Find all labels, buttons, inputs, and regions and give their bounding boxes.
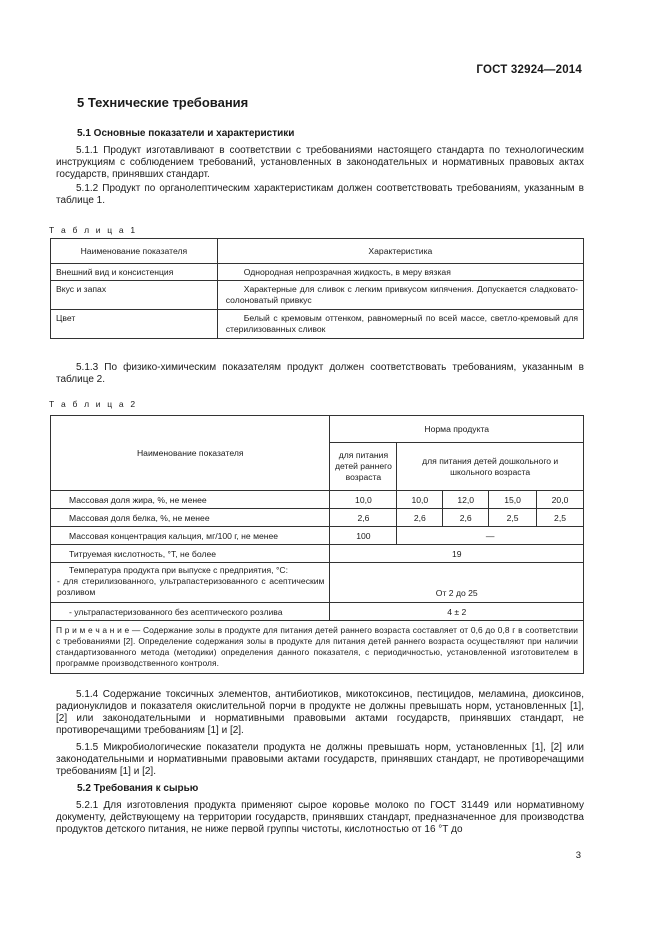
table-1-header-char: Характеристика bbox=[217, 239, 583, 264]
paragraph-5-1-5: 5.1.5 Микробиологические показатели продукта не должны превышать норм, установленных [1], [2] или законодательными и нормативными правовыми актами государств, принявших стандарт, не противоречащими требованиям [1] и [2]. bbox=[56, 742, 584, 777]
table-cell: 20,0 bbox=[537, 491, 584, 509]
table-row-temperature-2: - ультрапастеризованного без асептического розлива bbox=[51, 603, 330, 621]
table-cell: От 2 до 25 bbox=[330, 563, 584, 603]
document-id: ГОСТ 32924—2014 bbox=[476, 64, 582, 76]
table-cell: 2,5 bbox=[537, 509, 584, 527]
table-cell: 2,6 bbox=[443, 509, 489, 527]
table-cell: 2,6 bbox=[397, 509, 443, 527]
table-cell: 2,6 bbox=[330, 509, 397, 527]
table-cell: Однородная непрозрачная жидкость, в меру вязкая bbox=[217, 264, 583, 281]
table-2-header-name: Наименование показателя bbox=[51, 416, 330, 491]
paragraph-5-1-2: 5.1.2 Продукт по органолептическим характеристикам должен соответствовать требованиям, указанным в таблице 1. bbox=[56, 183, 584, 206]
table-1-caption: Т а б л и ц а 1 bbox=[49, 225, 138, 235]
table-2 bbox=[50, 415, 584, 674]
table-row-acidity: Титруемая кислотность, °Т, не более bbox=[51, 545, 330, 563]
page-number: 3 bbox=[575, 850, 581, 861]
table-2-header-early: для питания детей раннего возраста bbox=[330, 443, 397, 491]
table-cell: 15,0 bbox=[489, 491, 537, 509]
table-row: Внешний вид и консистенция bbox=[51, 264, 218, 281]
table-1 bbox=[50, 238, 584, 339]
table-row-calcium: Массовая концентрация кальция, мг/100 г, не менее bbox=[51, 527, 330, 545]
section-title: 5 Технические требования bbox=[77, 95, 249, 110]
table-2-caption: Т а б л и ц а 2 bbox=[49, 399, 138, 409]
table-2-note: П р и м е ч а н и е — Содержание золы в продукте для питания детей раннего возраста составляет от 0,6 до 0,8 г в соответствии с требованиями [2]. Определение содержания золы в продукте для питания детей раннего возраста осуществляют при наличии стандартизованного метода (методики) определения данного показателя, с периодичностью, установленной изготовителем в программе производственного контроля. bbox=[51, 621, 584, 674]
subsection-title-5-1: 5.1 Основные показатели и характеристики bbox=[77, 128, 295, 139]
table-row-fat: Массовая доля жира, %, не менее bbox=[51, 491, 330, 509]
table-cell: 4 ± 2 bbox=[330, 603, 584, 621]
table-1-header-name: Наименование показателя bbox=[51, 239, 218, 264]
subsection-title-5-2: 5.2 Требования к сырью bbox=[77, 783, 199, 794]
table-row: Цвет bbox=[51, 310, 218, 339]
table-cell: 100 bbox=[330, 527, 397, 545]
table-cell: 12,0 bbox=[443, 491, 489, 509]
table-cell: Характерные для сливок с легким привкусом кипячения. Допускается сладковато-солоноватый привкус bbox=[217, 281, 583, 310]
temperature-sub-label: - для стерилизованного, ультрапастеризованного с асептическим розливом bbox=[57, 576, 325, 597]
paragraph-5-2-1: 5.2.1 Для изготовления продукта применяют сырое коровье молоко по ГОСТ 31449 или нормативному документу, действующему на территории государств, принявших стандарт, предназначенное для производства продуктов детского питания, не ниже первой группы чистоты, кислотностью от 16 °Т до bbox=[56, 800, 584, 835]
table-cell: 10,0 bbox=[397, 491, 443, 509]
table-cell: 19 bbox=[330, 545, 584, 563]
table-cell: 2,5 bbox=[489, 509, 537, 527]
table-row: Вкус и запах bbox=[51, 281, 218, 310]
paragraph-5-1-3: 5.1.3 По физико-химическим показателям продукт должен соответствовать требованиям, указанным в таблице 2. bbox=[56, 362, 584, 385]
table-row-temperature bbox=[51, 563, 330, 603]
table-cell: — bbox=[397, 527, 584, 545]
temperature-label: Температура продукта при выпуске с предприятия, °С: bbox=[69, 565, 288, 575]
table-cell: 10,0 bbox=[330, 491, 397, 509]
paragraph-5-1-1: 5.1.1 Продукт изготавливают в соответствии с требованиями настоящего стандарта по технологическим инструкциям с соблюдением требований, установленных в законодательных и нормативных правовых актах государств, принявших стандарт. bbox=[56, 145, 584, 180]
paragraph-5-1-4: 5.1.4 Содержание токсичных элементов, антибиотиков, микотоксинов, пестицидов, меламина, диоксинов, радионуклидов и показателя окислительной порчи в продукте не должны превышать норм, установленных [1], [2] или законодательными и нормативными правовыми актами государств, принявших стандарт, не противоречащими требованиям [1] и [2]. bbox=[56, 689, 584, 736]
table-2-header-preschool: для питания детей дошкольного и школьного возраста bbox=[397, 443, 584, 491]
table-cell: Белый с кремовым оттенком, равномерный по всей массе, светло-кремовый для стерилизованных сливок bbox=[217, 310, 583, 339]
table-2-header-norm: Норма продукта bbox=[330, 416, 584, 443]
table-row-protein: Массовая доля белка, %, не менее bbox=[51, 509, 330, 527]
